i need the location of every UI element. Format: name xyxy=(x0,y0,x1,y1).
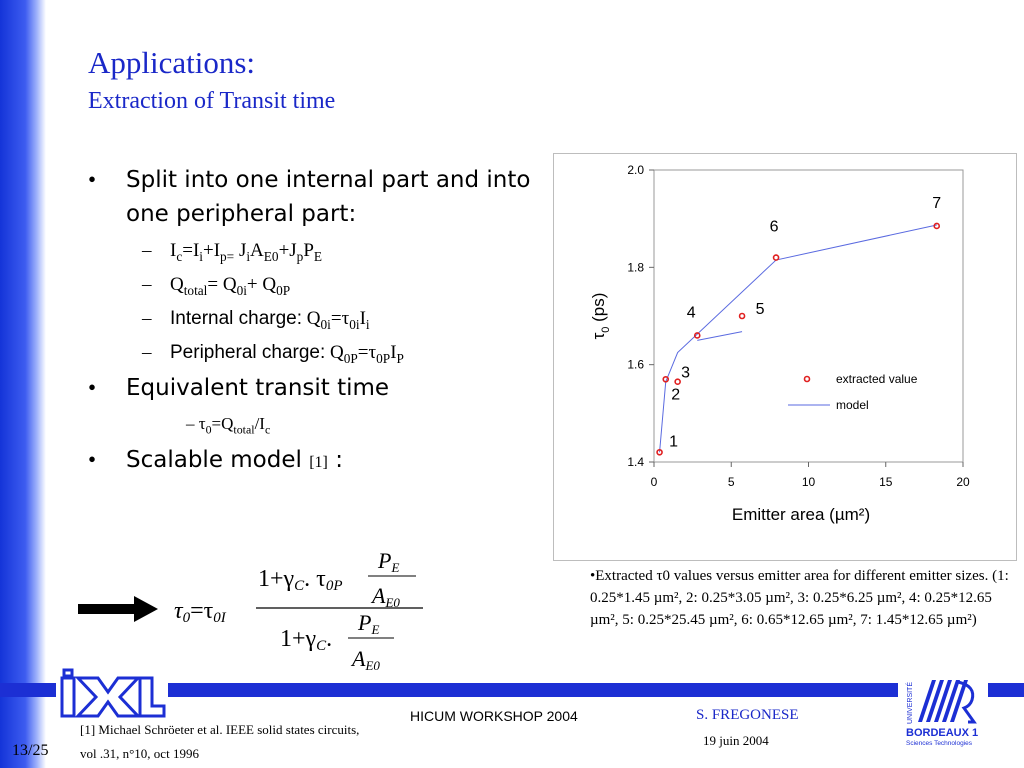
figure-caption: •Extracted τ0 values versus emitter area for different emitter sizes. (1: 0.25*1.45 µm², 2: 0.25*3.05 µm², 3: 0.25*6.25 µm², 4: 0.25*12.65 µm², 5: 0.25*25.45 µm², 6: 0.65*12.65 µm², 7: 1.45*12.65 µm²) xyxy=(590,568,1009,628)
tau0-vs-emitter-area-chart xyxy=(554,154,1016,560)
svg-text:PE: PE xyxy=(378,548,400,575)
slide-subtitle: Extraction of Transit time xyxy=(88,88,336,114)
point-label-4: 4 xyxy=(686,304,696,322)
page-number: 13/25 xyxy=(12,742,49,759)
formula-numerator: 1+γC. τ0P xyxy=(258,566,343,594)
x-tick-label: 5 xyxy=(727,475,735,489)
x-tick-label: 10 xyxy=(801,475,816,489)
y-tick-label: 2.0 xyxy=(627,163,644,177)
legend-label-model: model xyxy=(836,398,869,412)
reference-marker: [1] xyxy=(309,454,328,471)
sub-bullet-tau0: – $\tau_0=Q_{total}/I_c$ xyxy=(186,414,271,437)
footer-reference-line2: vol .31, n°10, oct 1996 xyxy=(80,746,199,761)
ixl-logo xyxy=(56,668,168,724)
legend-label-extracted: extracted value xyxy=(836,372,918,386)
bullet-scalable-model: • Scalable model [1] : xyxy=(88,447,343,473)
footer-reference-line1: [1] Michael Schröeter et al. IEEE solid states circuits, xyxy=(80,722,360,737)
sub-bullet-ic: – $I_c=I_i+I_{p=}$ $J_iA_{E0}+J_pP_E$ xyxy=(142,240,323,264)
svg-text:PE: PE xyxy=(358,610,380,637)
point-label-6: 6 xyxy=(769,218,779,236)
bullet-list xyxy=(88,163,548,480)
bullet-dot: • xyxy=(88,167,97,192)
formula-denominator: 1+γC. xyxy=(280,626,333,654)
point-label-5: 5 xyxy=(755,301,765,318)
bordeaux1-logo xyxy=(898,672,988,752)
point-label-2: 2 xyxy=(671,386,681,404)
footer-date: 19 juin 2004 xyxy=(703,733,769,748)
sub-bullet-qtotal: – $Q_{total}= Q_{0i}+ Q_{0P}$ xyxy=(142,274,291,298)
x-tick-label: 15 xyxy=(879,475,893,489)
logo-vertical-text: UNIVERSITÉ xyxy=(907,681,914,724)
bullet-split: • Split into one internal part and into one peripheral part: xyxy=(88,163,548,231)
bullet-transit-time: • Equivalent transit time xyxy=(88,375,390,401)
logo-sub-text: Sciences Technologies xyxy=(906,740,973,747)
svg-text:τ0 (ps): $\tau_0$ (ps) xyxy=(589,292,612,340)
scalable-model-formula xyxy=(78,548,438,678)
slide-title: Applications: xyxy=(88,45,256,80)
svg-text:AE0: AE0 xyxy=(352,646,380,673)
chart-frame xyxy=(553,153,1017,561)
logo-main-text: BORDEAUX 1 xyxy=(906,727,979,739)
point-label-3: 3 xyxy=(681,364,691,382)
formula-lhs: τ0=τ0I xyxy=(174,598,226,626)
footer-event: HICUM WORKSHOP 2004 xyxy=(410,708,578,724)
point-label-1: 1 xyxy=(669,433,679,451)
footer-author: S. FREGONESE xyxy=(696,707,799,723)
sub-bullet-peripheral-charge: – Peripheral charge: $Q_{0P}=\tau_{0P}I_P$ xyxy=(142,342,404,366)
y-tick-label: 1.6 xyxy=(627,357,644,372)
arrow-icon xyxy=(78,596,158,622)
sub-bullet-internal-charge: – Internal charge: $Q_{0i}=\tau_{0i}I_i$ xyxy=(142,308,370,332)
plot-area xyxy=(654,170,963,462)
x-tick-label: 20 xyxy=(956,475,970,489)
point-label-7: 7 xyxy=(932,194,942,212)
left-gradient-bar xyxy=(0,0,49,768)
y-tick-label: 1.4 xyxy=(627,455,644,469)
y-axis-label xyxy=(589,293,612,340)
x-axis-label: Emitter area (µm²) xyxy=(731,505,871,524)
svg-text:AE0: AE0 xyxy=(372,583,400,610)
y-tick-label: 1.8 xyxy=(627,260,644,275)
x-tick-label: 0 xyxy=(650,475,658,489)
